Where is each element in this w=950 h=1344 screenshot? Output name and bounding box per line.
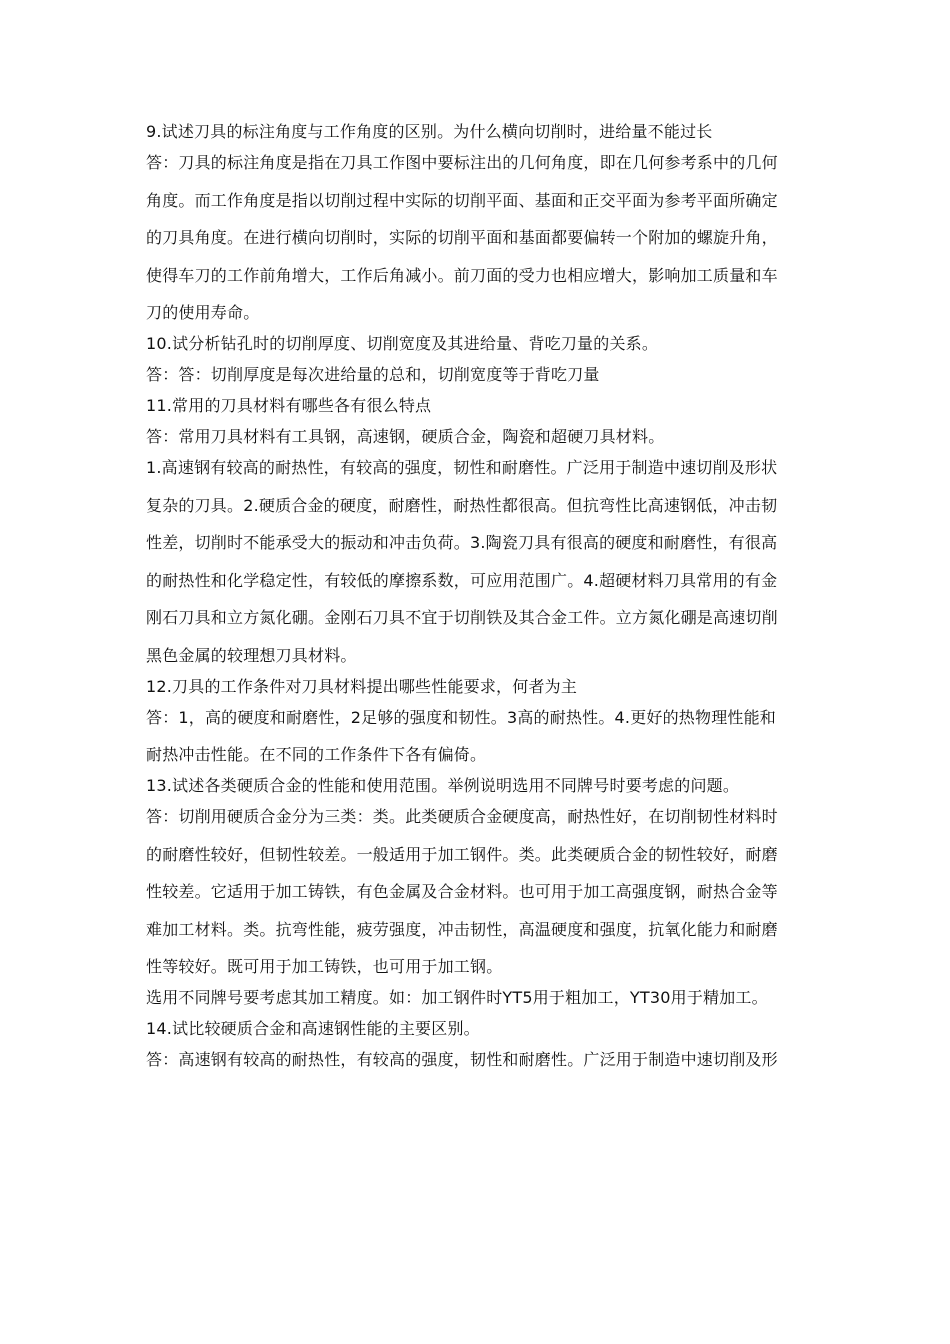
answer-12-line-1: 答：1，高的硬度和耐磨性，2足够的强度和韧性。3高的耐热性。4.更好的热物理性能和 [146,707,777,727]
answer-9-line-3: 的刀具角度。在进行横向切削时，实际的切削平面和基面都要偏转一个附加的螺旋升角， [146,228,778,247]
question-14: 14.试比较硬质合金和高速钢性能的主要区别。 [146,1019,480,1038]
answer-9-line-1: 答：刀具的标注角度是指在刀具工作图中要标注出的几何角度，即在几何参考系中的几何 [146,153,778,172]
answer-13-line-3: 性较差。它适用于加工铸铁，有色金属及合金材料。也可用于加工高强度钢，耐热合金等 [146,882,778,901]
answer-10-line-1: 答：答：切削厚度是每次进给量的总和，切削宽度等于背吃刀量 [146,365,600,384]
answer-11-line-6: 刚石刀具和立方氮化硼。金刚石刀具不宜于切削铁及其合金工件。立方氮化硼是高速切削 [146,608,778,627]
question-13: 13.试述各类硬质合金的性能和使用范围。举例说明选用不同牌号时要考虑的问题。 [146,776,740,795]
answer-13-line-6: 选用不同牌号要考虑其加工精度。如：加工钢件时YT5用于粗加工，YT30用于精加工。 [146,988,768,1007]
answer-13-line-2: 的耐磨性较好，但韧性较差。一般适用于加工钢件。类。此类硬质合金的韧性较好，耐磨 [146,844,778,864]
answer-11-line-1: 答：常用刀具材料有工具钢，高速钢，硬质合金，陶瓷和超硬刀具材料。 [146,427,665,446]
question-11: 11.常用的刀具材料有哪些各有很么特点 [146,396,432,415]
answer-11-line-4: 性差，切削时不能承受大的振动和冲击负荷。3.陶瓷刀具有很高的硬度和耐磨性，有很高 [146,533,778,552]
question-12: 12.刀具的工作条件对刀具材料提出哪些性能要求，何者为主 [146,676,578,696]
answer-11-line-7: 黑色金属的较理想刀具材料。 [146,645,357,665]
answer-13-line-4: 难加工材料。类。抗弯性能，疲劳强度，冲击韧性，高温硬度和强度，抗氧化能力和耐磨 [146,919,778,939]
question-9: 9.试述刀具的标注角度与工作角度的区别。为什么横向切削时，进给量不能过长 [146,122,713,141]
answer-11-line-5: 的耐热性和化学稳定性，有较低的摩擦系数，可应用范围广。4.超硬材料刀具常用的有金 [146,570,778,590]
answer-9-line-4: 使得车刀的工作前角增大，工作后角减小。前刀面的受力也相应增大，影响加工质量和车 [146,265,778,285]
answer-14-line-1: 答：高速钢有较高的耐热性，有较高的强度，韧性和耐磨性。广泛用于制造中速切削及形 [146,1050,778,1069]
answer-9-line-5: 刀的使用寿命。 [146,303,260,322]
answer-9-line-2: 角度。而工作角度是指以切削过程中实际的切削平面、基面和正交平面为参考平面所确定 [146,190,778,210]
answer-13-line-1: 答：切削用硬质合金分为三类：类。此类硬质合金硬度高，耐热性好，在切削韧性材料时 [146,807,778,826]
answer-13-line-5: 性等较好。既可用于加工铸铁，也可用于加工钢。 [146,957,503,976]
answer-11-line-3: 复杂的刀具。2.硬质合金的硬度，耐磨性，耐热性都很高。但抗弯性比高速钢低，冲击韧 [146,495,778,515]
answer-11-line-2: 1.高速钢有较高的耐热性，有较高的强度，韧性和耐磨性。广泛用于制造中速切削及形状 [146,458,778,477]
document-body [146,121,814,1071]
question-10: 10.试分析钻孔时的切削厚度、切削宽度及其进给量、背吃刀量的关系。 [146,334,659,353]
answer-12-line-2: 耐热冲击性能。在不同的工作条件下各有偏倚。 [146,745,487,764]
